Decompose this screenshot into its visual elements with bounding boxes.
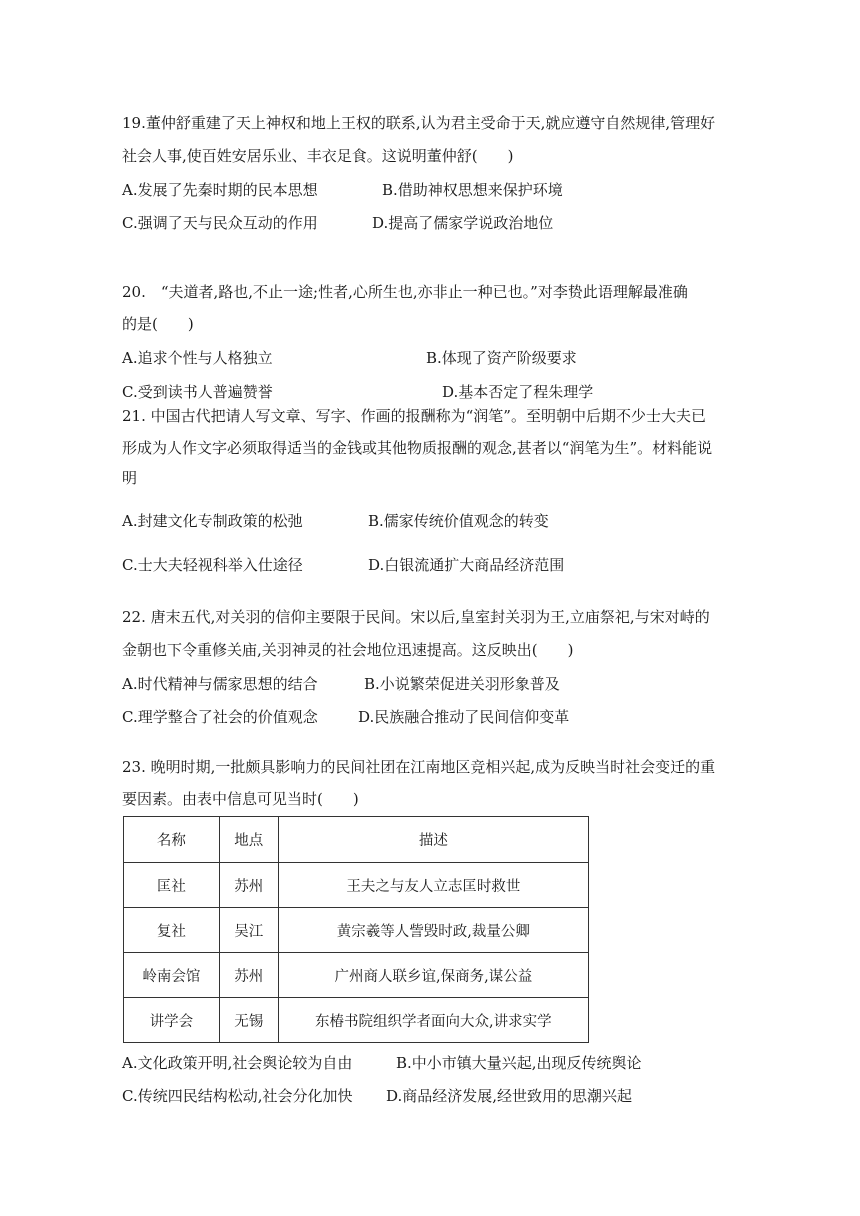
q21-option-b: B.儒家传统价值观念的转变 <box>368 512 549 530</box>
q19-option-c: C.强调了天与民众互动的作用 <box>122 214 318 232</box>
table-cell-location: 苏州 <box>219 953 278 998</box>
q22-option-b: B.小说繁荣促进关羽形象普及 <box>364 675 560 693</box>
table-row <box>124 908 589 953</box>
q20-option-d: D.基本否定了程朱理学 <box>442 383 594 401</box>
table-cell-description: 广州商人联乡谊,保商务,谋公益 <box>278 953 588 998</box>
q23-stem-line1: 23. 晚明时期,一批颇具影响力的民间社团在江南地区竞相兴起,成为反映当时社会变迁的重 <box>122 758 716 776</box>
q22-option-c: C.理学整合了社会的价值观念 <box>122 708 318 726</box>
table-header-location: 地点 <box>219 817 278 863</box>
q20-option-c: C.受到读书人普遍赞誉 <box>122 383 273 401</box>
table-cell-location: 吴江 <box>219 908 278 953</box>
table-cell-description: 王夫之与友人立志匡时救世 <box>278 863 588 908</box>
q20-stem-line1: 20. “夫道者,路也,不止一途;性者,心所生也,亦非止一种已也。”对李贽此语理解最准确 <box>122 283 688 301</box>
table-cell-name: 讲学会 <box>124 998 220 1043</box>
table-header-name: 名称 <box>124 817 220 863</box>
q21-stem-line3: 明 <box>122 469 138 487</box>
table-row <box>124 953 589 998</box>
table-cell-location: 无锡 <box>219 998 278 1043</box>
q21-stem-line2: 形成为人作文字必须取得适当的金钱或其他物质报酬的观念,甚者以“润笔为生”。材料能说 <box>122 439 713 457</box>
q21-option-d: D.白银流通扩大商品经济范围 <box>368 556 565 574</box>
q23-option-b: B.中小市镇大量兴起,出现反传统舆论 <box>396 1054 642 1072</box>
table-cell-description: 黄宗羲等人訾毁时政,裁量公卿 <box>278 908 588 953</box>
q22-option-d: D.民族融合推动了民间信仰变革 <box>358 708 570 726</box>
q23-option-c: C.传统四民结构松动,社会分化加快 <box>122 1087 353 1105</box>
q21-option-a: A.封建文化专制政策的松弛 <box>122 512 303 530</box>
q20-stem-line2: 的是( ) <box>122 315 194 333</box>
q19-option-b: B.借助神权思想来保护环境 <box>382 181 563 199</box>
table-row <box>124 998 589 1043</box>
q19-stem-line1: 19.董仲舒重建了天上神权和地上王权的联系,认为君主受命于天,就应遵守自然规律,管理好 <box>122 114 716 132</box>
q22-stem-line1: 22. 唐末五代,对关羽的信仰主要限于民间。宋以后,皇室封关羽为王,立庙祭祀,与宋对峙的 <box>122 608 710 626</box>
table-row <box>124 863 589 908</box>
q20-option-a: A.追求个性与人格独立 <box>122 349 273 367</box>
q21-option-c: C.士大夫轻视科举入仕途径 <box>122 556 303 574</box>
q22-stem-line2: 金朝也下令重修关庙,关羽神灵的社会地位迅速提高。这反映出( ) <box>122 641 574 659</box>
table-header-row <box>124 817 589 863</box>
table-header-description: 描述 <box>278 817 588 863</box>
table-cell-location: 苏州 <box>219 863 278 908</box>
table-cell-description: 东椿书院组织学者面向大众,讲求实学 <box>278 998 588 1043</box>
table-cell-name: 匡社 <box>124 863 220 908</box>
q23-option-a: A.文化政策开明,社会舆论较为自由 <box>122 1054 353 1072</box>
q19-option-a: A.发展了先秦时期的民本思想 <box>122 181 318 199</box>
q19-stem-line2: 社会人事,使百姓安居乐业、丰衣足食。这说明董仲舒( ) <box>122 147 514 165</box>
q23-option-d: D.商品经济发展,经世致用的思潮兴起 <box>386 1087 633 1105</box>
society-table <box>123 816 589 1043</box>
table-cell-name: 复社 <box>124 908 220 953</box>
q23-stem-line2: 要因素。由表中信息可见当时( ) <box>122 790 359 808</box>
q21-stem-line1: 21. 中国古代把请人写文章、写字、作画的报酬称为“润笔”。至明朝中后期不少士大夫已 <box>122 407 706 425</box>
q19-option-d: D.提高了儒家学说政治地位 <box>372 214 554 232</box>
table-cell-name: 岭南会馆 <box>124 953 220 998</box>
q20-option-b: B.体现了资产阶级要求 <box>426 349 577 367</box>
q22-option-a: A.时代精神与儒家思想的结合 <box>122 675 318 693</box>
